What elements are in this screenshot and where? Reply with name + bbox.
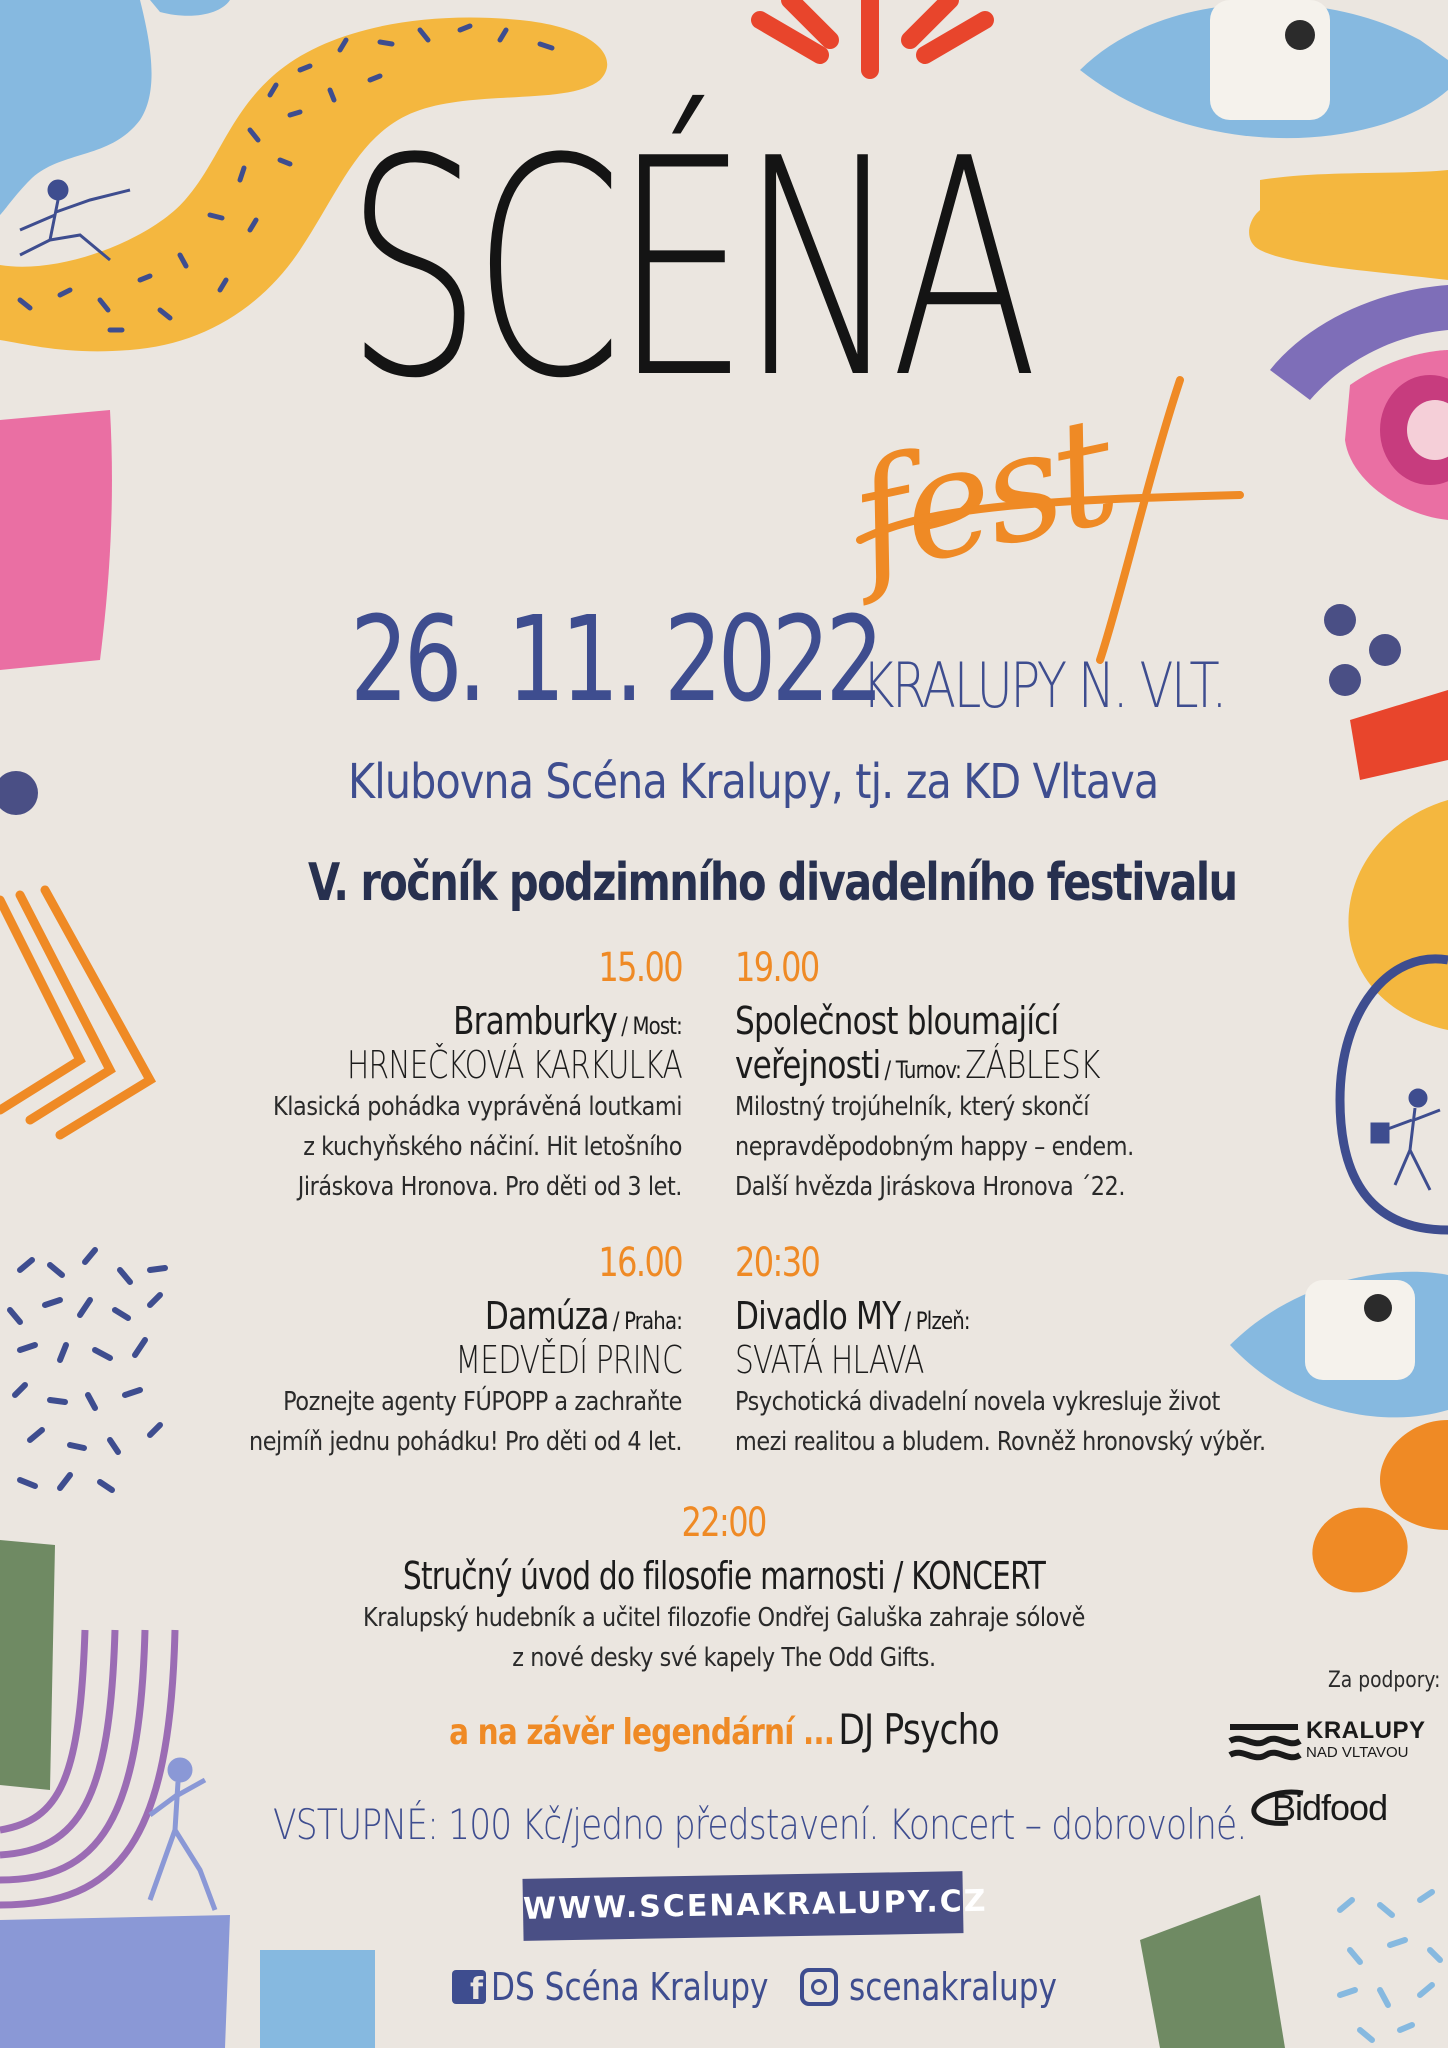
purple-box-bottom-left xyxy=(0,1915,230,2048)
facebook-icon: f xyxy=(452,1970,486,2004)
navy-dot-2 xyxy=(1369,634,1401,666)
title-fest: fest xyxy=(837,384,1126,609)
title-scena: SCÉNA xyxy=(345,95,1029,444)
slot-time: 19.00 xyxy=(735,945,819,991)
ensemble-place: / Most: xyxy=(621,1012,682,1040)
slot-description xyxy=(735,1382,1337,1462)
yellow-top-right xyxy=(1260,170,1448,214)
description-line: Psychotická divadelní novela vykresluje život xyxy=(735,1387,1220,1417)
description-line: mezi realitou a bludem. Rovněž hronovský výběr. xyxy=(735,1427,1266,1457)
navy-dot-3 xyxy=(1329,664,1361,696)
blue-dashes-bottom-right xyxy=(1340,1892,1440,2040)
kralupy-logo-line2: NAD VLTAVOU xyxy=(1306,1744,1409,1761)
play-title: SVATÁ HLAVA xyxy=(735,1338,924,1382)
description-line: nejmíň jednu pohádku! Pro děti od 4 let. xyxy=(248,1427,682,1457)
festival-subtitle: V. ročník podzimního divadelního festivalu xyxy=(308,853,1237,913)
stick-figure-right xyxy=(1372,1090,1440,1190)
instagram-label: scenakralupy xyxy=(849,1965,1058,2009)
description-line: Klasická pohádka vyprávěná loutkami xyxy=(273,1092,682,1122)
play-title: MEDVĚDÍ PRINC xyxy=(455,1338,682,1382)
slot-description xyxy=(200,1087,682,1207)
ensemble-place: / Praha: xyxy=(612,1307,682,1335)
ensemble-name: Bramburky xyxy=(453,999,618,1043)
navy-dot-left xyxy=(0,771,38,815)
red-sun-rays xyxy=(760,0,985,70)
eye-white-square xyxy=(1210,0,1330,120)
bidfood-logo-text: Bidfood xyxy=(1272,1787,1388,1828)
description-line: z kuchyňského náčiní. Hit letošního xyxy=(303,1132,682,1162)
ensemble-place: / Plzeň: xyxy=(904,1307,970,1335)
slot-time: 15.00 xyxy=(598,945,682,991)
description-line: Jiráskova Hronova. Pro děti od 3 let. xyxy=(297,1172,682,1202)
green-slab-bottom-right xyxy=(1140,1895,1285,2048)
slot-ensemble xyxy=(735,1294,1309,1338)
facebook-label: DS Scéna Kralupy xyxy=(491,1965,769,2009)
slot-ensemble xyxy=(190,1294,682,1338)
play-title: ZÁBLESK xyxy=(965,1043,1100,1087)
description-line: Poznejte agenty FÚPOPP a zachraňte xyxy=(283,1387,682,1417)
program-slot-1600 xyxy=(82,1240,682,1462)
slot-time: 16.00 xyxy=(598,1240,682,1286)
ensemble-name: Divadlo MY xyxy=(735,1294,901,1338)
kralupy-logo-line1: KRALUPY xyxy=(1306,1717,1426,1744)
eye-pupil xyxy=(1285,20,1315,50)
blue-block-bottom xyxy=(260,1950,375,2048)
program-concert xyxy=(224,1500,1224,1678)
concert-title: Stručný úvod do filosofie marnosti / KONCERT xyxy=(402,1554,1046,1598)
description-line: Milostný trojúhelník, který skončí xyxy=(735,1092,1090,1122)
website-url[interactable]: WWW.SCENAKRALUPY.CZ xyxy=(522,1883,988,1927)
red-block-right xyxy=(1350,690,1448,780)
blue-blob-top-center xyxy=(150,0,230,16)
play-title: HRNEČKOVÁ KARKULKA xyxy=(347,1043,682,1087)
facebook-link[interactable] xyxy=(452,1965,829,2015)
kralupy-logo xyxy=(1228,1715,1428,1765)
bidfood-logo xyxy=(1248,1785,1428,1835)
concert-time: 22:00 xyxy=(681,1500,767,1546)
program-slot-2030 xyxy=(735,1240,1435,1462)
instagram-icon xyxy=(800,1968,838,2006)
festival-city: KRALUPY N. VLT. xyxy=(862,649,1225,722)
pink-block-left xyxy=(0,410,112,670)
finale-prefix: a na závěr legendární ... xyxy=(449,1712,835,1753)
festival-venue: Klubovna Scéna Kralupy, tj. za KD Vltava xyxy=(348,754,1159,810)
description-line: Další hvězda Jiráskova Hronova ´22. xyxy=(735,1172,1126,1202)
ensemble-name: Damúza xyxy=(484,1294,609,1338)
green-block-left xyxy=(0,1540,55,1790)
concert-description-line: Kralupský hudebník a učitel filozofie Ondřej Galuška zahraje sólově xyxy=(362,1603,1086,1633)
ensemble-name-cont: veřejnosti xyxy=(735,1043,881,1087)
ensemble-name: Společnost bloumající xyxy=(735,999,1059,1043)
program-slot-1500 xyxy=(122,945,682,1207)
navy-dot-1 xyxy=(1324,604,1356,636)
slot-description xyxy=(166,1382,682,1462)
description-line: nepravděpodobným happy – endem. xyxy=(735,1132,1134,1162)
kralupy-wave-logo xyxy=(1228,1719,1304,1763)
slot-time: 20:30 xyxy=(735,1240,820,1286)
slot-ensemble xyxy=(735,1043,1227,1087)
slot-ensemble xyxy=(223,999,682,1043)
finale-line xyxy=(314,1705,1134,1754)
blue-blob-top-left xyxy=(0,0,152,215)
admission-info: VSTUPNÉ: 100 Kč/jedno představení. Koncert – dobrovolné. xyxy=(273,1800,1247,1849)
ensemble-place: / Turnov: xyxy=(884,1056,961,1084)
finale-name: DJ Psycho xyxy=(838,1705,999,1754)
program-slot-1900 xyxy=(735,945,1335,1207)
website-banner[interactable] xyxy=(522,1871,988,1941)
concert-description-line: z nové desky své kapely The Odd Gifts. xyxy=(512,1643,936,1673)
sponsors-label: Za podpory: xyxy=(1328,1668,1441,1693)
slot-description xyxy=(735,1087,1251,1207)
instagram-link[interactable] xyxy=(800,1965,1103,2015)
festival-date: 26. 11. 2022 xyxy=(350,590,880,728)
yellow-semicircle-right xyxy=(1348,800,1448,1030)
